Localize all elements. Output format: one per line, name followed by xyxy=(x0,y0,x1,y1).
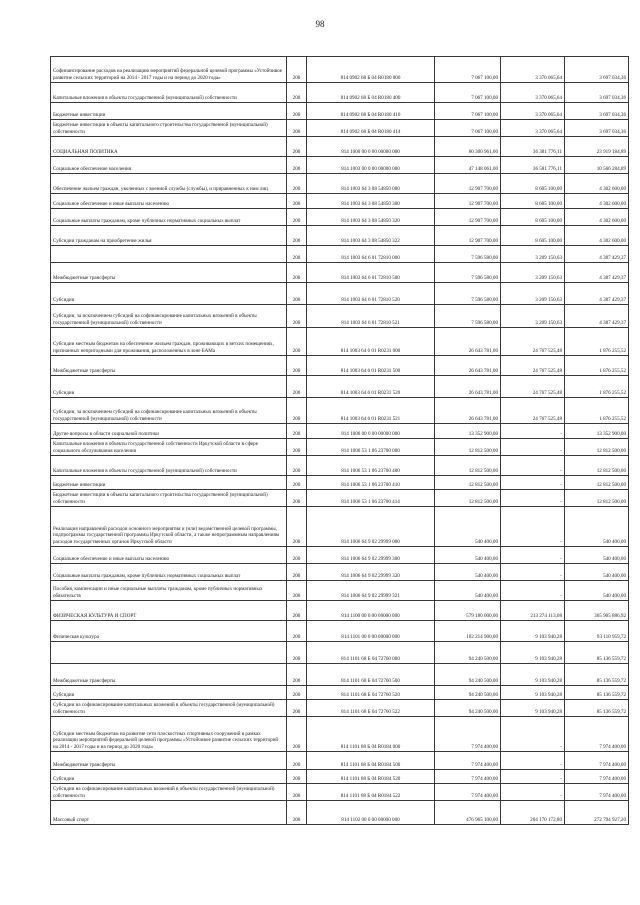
unexecuted-amount-cell: 85 136 559,72 xyxy=(565,686,629,700)
row-name-cell: СОЦИАЛЬНАЯ ПОЛИТИКА xyxy=(51,137,287,157)
admin-code-cell: 200 xyxy=(287,642,307,664)
executed-amount-cell: - xyxy=(501,490,565,507)
row-name-cell: Субсидии, за исключением субсидий на софинансирование капитальных вложений в объекты государственной (муниципальной) собственности xyxy=(51,305,287,328)
row-name-cell: Бюджетные инвестиции xyxy=(51,476,287,490)
table-row xyxy=(51,194,629,209)
admin-code-cell: 200 xyxy=(287,564,307,581)
row-name-cell: Субсидии местным бюджетам на развитие сети плоскостных спортивных сооружений в рамках реализации мероприятий федеральной целевой программы «Устойчивое развитие сельских территорий на 2014 - 2017 годы и на период до 2020 года» xyxy=(51,717,287,752)
unexecuted-amount-cell: 23 919 184,89 xyxy=(565,137,629,157)
classification-code-cell: 814 1101 68 Б 04 R0184 522 xyxy=(307,784,435,801)
row-name-cell: Межбюджетные трансферты xyxy=(51,263,287,283)
table-row xyxy=(51,398,629,424)
admin-code-cell: 200 xyxy=(287,328,307,356)
classification-code-cell: 814 1003 64 6 01 R0231 521 xyxy=(307,398,435,424)
table-row xyxy=(51,581,629,601)
approved-amount-cell: 12 812 500,00 xyxy=(435,476,501,490)
admin-code-cell: 200 xyxy=(287,103,307,120)
admin-code-cell: 200 xyxy=(287,621,307,642)
table-row xyxy=(51,174,629,194)
executed-amount-cell: - xyxy=(501,547,565,564)
unexecuted-amount-cell: 1 876 255,52 xyxy=(565,376,629,398)
table-row xyxy=(51,490,629,507)
approved-amount-cell: 60 300 961,00 xyxy=(435,137,501,157)
classification-code-cell: 814 1003 00 0 00 00000 000 xyxy=(307,157,435,174)
table-row xyxy=(51,226,629,246)
table-row xyxy=(51,752,629,770)
classification-code-cell: 814 1101 68 Б 04 R0184 520 xyxy=(307,770,435,784)
classification-code-cell: 814 1003 64 6 01 72810 500 xyxy=(307,263,435,283)
unexecuted-amount-cell: 3 697 034,36 xyxy=(565,120,629,137)
classification-code-cell: 814 1101 68 Б 04 72760 500 xyxy=(307,664,435,686)
executed-amount-cell: - xyxy=(501,476,565,490)
table-row xyxy=(51,700,629,717)
approved-amount-cell: 94 240 500,00 xyxy=(435,700,501,717)
unexecuted-amount-cell: 3 697 034,36 xyxy=(565,57,629,83)
approved-amount-cell: 540 400,00 xyxy=(435,581,501,601)
row-name-cell: Межбюджетные трансферты xyxy=(51,752,287,770)
classification-code-cell: 814 1003 64 6 01 72810 000 xyxy=(307,246,435,263)
table-row xyxy=(51,770,629,784)
executed-amount-cell: 8 605 100,00 xyxy=(501,174,565,194)
admin-code-cell: 200 xyxy=(287,137,307,157)
executed-amount-cell: 3 209 150,63 xyxy=(501,263,565,283)
executed-amount-cell: 3 209 150,63 xyxy=(501,283,565,305)
classification-code-cell: 814 1101 68 Б 04 72760 522 xyxy=(307,700,435,717)
approved-amount-cell: 540 400,00 xyxy=(435,507,501,547)
unexecuted-amount-cell: 540 400,00 xyxy=(565,547,629,564)
table-row xyxy=(51,157,629,174)
approved-amount-cell: 540 400,00 xyxy=(435,564,501,581)
approved-amount-cell: 12 907 700,00 xyxy=(435,226,501,246)
admin-code-cell: 200 xyxy=(287,717,307,752)
table-row xyxy=(51,328,629,356)
approved-amount-cell: 7 067 100,00 xyxy=(435,103,501,120)
admin-code-cell: 200 xyxy=(287,476,307,490)
row-name-cell xyxy=(51,246,287,263)
row-name-cell xyxy=(51,642,287,664)
executed-amount-cell: - xyxy=(501,784,565,801)
admin-code-cell: 200 xyxy=(287,246,307,263)
row-name-cell: Капитальные вложения в объекты государственной (муниципальной) собственности xyxy=(51,83,287,103)
classification-code-cell: 814 1006 64 9 02 29999 321 xyxy=(307,581,435,601)
approved-amount-cell: 540 400,00 xyxy=(435,547,501,564)
unexecuted-amount-cell: 85 136 559,72 xyxy=(565,664,629,686)
unexecuted-amount-cell: 365 905 886,92 xyxy=(565,601,629,621)
executed-amount-cell: 9 103 940,28 xyxy=(501,642,565,664)
row-name-cell: Субсидии, за исключением субсидий на софинансирование капитальных вложений в объекты государственной (муниципальной) собственности xyxy=(51,398,287,424)
budget-execution-table xyxy=(50,56,629,825)
approved-amount-cell: 47 148 061,00 xyxy=(435,157,501,174)
row-name-cell: Социальные выплаты гражданам, кроме публичных нормативных социальных выплат xyxy=(51,564,287,581)
approved-amount-cell: 7 974 400,00 xyxy=(435,752,501,770)
approved-amount-cell: 26 643 781,00 xyxy=(435,376,501,398)
row-name-cell: Пособия, компенсации и иные социальные выплаты гражданам, кроме публичных нормативных обязательств xyxy=(51,581,287,601)
classification-code-cell: 814 1102 00 0 00 00000 000 xyxy=(307,801,435,825)
executed-amount-cell: 3 209 150,63 xyxy=(501,305,565,328)
executed-amount-cell: - xyxy=(501,752,565,770)
row-name-cell: Бюджетные инвестиции xyxy=(51,103,287,120)
approved-amount-cell: 7 067 100,00 xyxy=(435,120,501,137)
table-row xyxy=(51,376,629,398)
approved-amount-cell: 94 240 500,00 xyxy=(435,686,501,700)
executed-amount-cell: - xyxy=(501,439,565,456)
table-row xyxy=(51,621,629,642)
approved-amount-cell: 7 067 100,00 xyxy=(435,83,501,103)
admin-code-cell: 200 xyxy=(287,424,307,439)
classification-code-cell: 814 0902 68 Б 04 R0180 400 xyxy=(307,83,435,103)
admin-code-cell: 200 xyxy=(287,174,307,194)
unexecuted-amount-cell: 12 812 500,00 xyxy=(565,490,629,507)
admin-code-cell: 200 xyxy=(287,57,307,83)
admin-code-cell: 200 xyxy=(287,801,307,825)
approved-amount-cell: 12 907 700,00 xyxy=(435,194,501,209)
row-name-cell: Субсидии на софинансирование капитальных вложений в объекты государственной (муниципальной) собственности xyxy=(51,700,287,717)
table-row xyxy=(51,57,629,83)
admin-code-cell: 200 xyxy=(287,356,307,376)
classification-code-cell: 814 1003 64 6 01 72810 521 xyxy=(307,305,435,328)
executed-amount-cell: 3 370 065,64 xyxy=(501,57,565,83)
row-name-cell: Социальное обеспечение и иные выплаты населению xyxy=(51,194,287,209)
admin-code-cell: 200 xyxy=(287,547,307,564)
admin-code-cell: 200 xyxy=(287,263,307,283)
approved-amount-cell: 7 596 580,00 xyxy=(435,263,501,283)
row-name-cell: Другие вопросы в области социальной политики xyxy=(51,424,287,439)
classification-code-cell: 814 1003 64 6 01 72810 520 xyxy=(307,283,435,305)
unexecuted-amount-cell: 7 974 400,00 xyxy=(565,784,629,801)
unexecuted-amount-cell: 540 400,00 xyxy=(565,564,629,581)
executed-amount-cell: - xyxy=(501,507,565,547)
admin-code-cell: 200 xyxy=(287,770,307,784)
classification-code-cell: 814 1101 68 Б 04 R0184 000 xyxy=(307,717,435,752)
table-row xyxy=(51,83,629,103)
table-row xyxy=(51,209,629,226)
approved-amount-cell: 476 965 100,00 xyxy=(435,801,501,825)
executed-amount-cell: - xyxy=(501,581,565,601)
classification-code-cell: 814 1006 64 9 02 29999 300 xyxy=(307,547,435,564)
unexecuted-amount-cell: 4 302 600,00 xyxy=(565,226,629,246)
classification-code-cell: 814 1003 64 6 01 R0231 520 xyxy=(307,376,435,398)
table-row xyxy=(51,476,629,490)
page-number: 98 xyxy=(315,19,325,29)
classification-code-cell: 814 1101 00 0 00 00000 000 xyxy=(307,621,435,642)
admin-code-cell: 200 xyxy=(287,439,307,456)
unexecuted-amount-cell: 85 136 559,72 xyxy=(565,700,629,717)
unexecuted-amount-cell: 10 566 284,89 xyxy=(565,157,629,174)
classification-code-cell: 814 1101 68 Б 04 72760 000 xyxy=(307,642,435,664)
unexecuted-amount-cell: 4 387 429,37 xyxy=(565,246,629,263)
executed-amount-cell: 24 767 525,48 xyxy=(501,376,565,398)
approved-amount-cell: 12 907 700,00 xyxy=(435,174,501,194)
unexecuted-amount-cell: 4 302 600,00 xyxy=(565,194,629,209)
approved-amount-cell: 26 643 781,00 xyxy=(435,356,501,376)
executed-amount-cell: - xyxy=(501,717,565,752)
executed-amount-cell: 9 103 940,28 xyxy=(501,664,565,686)
executed-amount-cell: - xyxy=(501,564,565,581)
approved-amount-cell: 7 596 580,00 xyxy=(435,246,501,263)
row-name-cell: Межбюджетные трансферты xyxy=(51,356,287,376)
table-row xyxy=(51,103,629,120)
unexecuted-amount-cell: 3 697 034,36 xyxy=(565,103,629,120)
admin-code-cell: 200 xyxy=(287,784,307,801)
row-name-cell: Бюджетные инвестиции в объекты капитального строительства государственной (муниципальной) собственности xyxy=(51,490,287,507)
unexecuted-amount-cell: 272 794 927,20 xyxy=(565,801,629,825)
approved-amount-cell: 26 643 781,00 xyxy=(435,328,501,356)
table-row xyxy=(51,246,629,263)
executed-amount-cell: - xyxy=(501,424,565,439)
unexecuted-amount-cell: 3 697 034,36 xyxy=(565,83,629,103)
table-row xyxy=(51,263,629,283)
executed-amount-cell: 9 103 940,28 xyxy=(501,700,565,717)
executed-amount-cell: 36 581 776,11 xyxy=(501,157,565,174)
classification-code-cell: 814 1003 64 3 08 54850 300 xyxy=(307,194,435,209)
executed-amount-cell: 3 370 065,64 xyxy=(501,83,565,103)
executed-amount-cell: 204 170 172,80 xyxy=(501,801,565,825)
row-name-cell: Субсидии xyxy=(51,770,287,784)
approved-amount-cell: 94 240 500,00 xyxy=(435,642,501,664)
classification-code-cell: 814 1000 00 0 00 00000 000 xyxy=(307,137,435,157)
row-name-cell: Субсидии xyxy=(51,686,287,700)
unexecuted-amount-cell: 4 387 429,37 xyxy=(565,305,629,328)
classification-code-cell: 814 1003 64 6 01 R0231 000 xyxy=(307,328,435,356)
row-name-cell: Субсидии xyxy=(51,376,287,398)
row-name-cell: Субсидии xyxy=(51,283,287,305)
row-name-cell: Массовый спорт xyxy=(51,801,287,825)
admin-code-cell: 200 xyxy=(287,686,307,700)
unexecuted-amount-cell: 7 974 400,00 xyxy=(565,717,629,752)
table-row xyxy=(51,120,629,137)
unexecuted-amount-cell: 540 400,00 xyxy=(565,507,629,547)
admin-code-cell: 200 xyxy=(287,456,307,476)
executed-amount-cell: 213 274 113,08 xyxy=(501,601,565,621)
row-name-cell: Субсидии местным бюджетам на обеспечение жильем граждан, проживающих в ветхих помещениях, признанных непригодными для проживания, расположенных в зоне БАМа xyxy=(51,328,287,356)
table-row xyxy=(51,507,629,547)
row-name-cell: Обеспечение жильем граждан, уволенных с военной службы (службы), и приравненных к ним лиц xyxy=(51,174,287,194)
admin-code-cell: 200 xyxy=(287,226,307,246)
unexecuted-amount-cell: 1 876 255,52 xyxy=(565,398,629,424)
unexecuted-amount-cell: 4 302 600,00 xyxy=(565,209,629,226)
approved-amount-cell: 26 643 781,00 xyxy=(435,398,501,424)
row-name-cell: Субсидии на софинансирование капитальных вложений в объекты государственной (муниципальной) собственности xyxy=(51,784,287,801)
classification-code-cell: 814 1100 00 0 00 00000 000 xyxy=(307,601,435,621)
executed-amount-cell: 8 605 100,00 xyxy=(501,209,565,226)
unexecuted-amount-cell: 4 387 429,37 xyxy=(565,263,629,283)
admin-code-cell: 200 xyxy=(287,157,307,174)
row-name-cell: Софинансирование расходов на реализацию мероприятий федеральной целевой программы «Устойчивое развитие сельских территорий на 2014 - 2017 годы и на период до 2020 года» xyxy=(51,57,287,83)
table-row xyxy=(51,547,629,564)
admin-code-cell: 200 xyxy=(287,664,307,686)
row-name-cell: Социальные выплаты гражданам, кроме публичных нормативных социальных выплат xyxy=(51,209,287,226)
table-row xyxy=(51,305,629,328)
classification-code-cell: 814 1101 68 Б 04 R0184 500 xyxy=(307,752,435,770)
classification-code-cell: 814 0902 68 Б 04 R0180 000 xyxy=(307,57,435,83)
classification-code-cell: 814 1003 64 6 01 R0231 500 xyxy=(307,356,435,376)
row-name-cell: Бюджетные инвестиции в объекты капитального строительства государственной (муниципальной) собственности xyxy=(51,120,287,137)
unexecuted-amount-cell: 7 974 400,00 xyxy=(565,752,629,770)
table-row xyxy=(51,283,629,305)
approved-amount-cell: 12 812 500,00 xyxy=(435,490,501,507)
table-row xyxy=(51,801,629,825)
unexecuted-amount-cell: 1 876 255,52 xyxy=(565,356,629,376)
admin-code-cell: 200 xyxy=(287,490,307,507)
classification-code-cell: 814 0902 68 Б 04 R0180 410 xyxy=(307,103,435,120)
admin-code-cell: 200 xyxy=(287,700,307,717)
unexecuted-amount-cell: 12 812 500,00 xyxy=(565,476,629,490)
admin-code-cell: 200 xyxy=(287,752,307,770)
row-name-cell: Социальное обеспечение и иные выплаты населению xyxy=(51,547,287,564)
executed-amount-cell: 8 605 100,00 xyxy=(501,226,565,246)
executed-amount-cell: 9 103 940,28 xyxy=(501,686,565,700)
admin-code-cell: 200 xyxy=(287,283,307,305)
executed-amount-cell: 3 370 065,64 xyxy=(501,120,565,137)
executed-amount-cell: 24 767 525,48 xyxy=(501,328,565,356)
unexecuted-amount-cell: 7 974 400,00 xyxy=(565,770,629,784)
table-row xyxy=(51,564,629,581)
admin-code-cell: 200 xyxy=(287,83,307,103)
executed-amount-cell: 3 209 150,63 xyxy=(501,246,565,263)
unexecuted-amount-cell: 13 352 900,00 xyxy=(565,424,629,439)
admin-code-cell: 200 xyxy=(287,398,307,424)
table-row xyxy=(51,456,629,476)
classification-code-cell: 814 1003 64 3 08 54850 320 xyxy=(307,209,435,226)
admin-code-cell: 200 xyxy=(287,209,307,226)
table-row xyxy=(51,784,629,801)
row-name-cell: Физическая культура xyxy=(51,621,287,642)
table-row xyxy=(51,642,629,664)
row-name-cell: Социальное обеспечение населения xyxy=(51,157,287,174)
approved-amount-cell: 7 067 100,00 xyxy=(435,57,501,83)
unexecuted-amount-cell: 85 136 559,72 xyxy=(565,642,629,664)
approved-amount-cell: 7 596 580,00 xyxy=(435,305,501,328)
executed-amount-cell: 9 103 940,28 xyxy=(501,621,565,642)
approved-amount-cell: 94 240 500,00 xyxy=(435,664,501,686)
approved-amount-cell: 12 812 500,00 xyxy=(435,456,501,476)
approved-amount-cell: 7 974 400,00 xyxy=(435,717,501,752)
row-name-cell: Капитальные вложения в объекты государственной собственности Иркутской области в сфере социального обслуживания населения xyxy=(51,439,287,456)
executed-amount-cell: 36 381 776,11 xyxy=(501,137,565,157)
unexecuted-amount-cell: 1 876 255,52 xyxy=(565,328,629,356)
table-row xyxy=(51,137,629,157)
classification-code-cell: 814 1006 53 1 06 23700 414 xyxy=(307,490,435,507)
approved-amount-cell: 7 974 400,00 xyxy=(435,770,501,784)
row-name-cell: Межбюджетные трансферты xyxy=(51,664,287,686)
unexecuted-amount-cell: 4 302 600,00 xyxy=(565,174,629,194)
classification-code-cell: 814 1006 64 9 02 29999 000 xyxy=(307,507,435,547)
classification-code-cell: 814 1006 53 1 06 23700 400 xyxy=(307,456,435,476)
executed-amount-cell: - xyxy=(501,770,565,784)
row-name-cell: ФИЗИЧЕСКАЯ КУЛЬТУРА И СПОРТ xyxy=(51,601,287,621)
unexecuted-amount-cell: 12 812 500,00 xyxy=(565,439,629,456)
approved-amount-cell: 12 907 700,00 xyxy=(435,209,501,226)
executed-amount-cell: - xyxy=(501,456,565,476)
executed-amount-cell: 24 767 525,48 xyxy=(501,356,565,376)
classification-code-cell: 814 1101 68 Б 04 72760 520 xyxy=(307,686,435,700)
executed-amount-cell: 8 605 100,00 xyxy=(501,194,565,209)
row-name-cell: Субсидии гражданам на приобретение жилья xyxy=(51,226,287,246)
admin-code-cell: 200 xyxy=(287,601,307,621)
table-row xyxy=(51,686,629,700)
table-row xyxy=(51,424,629,439)
classification-code-cell: 814 1003 64 3 08 54850 322 xyxy=(307,226,435,246)
admin-code-cell: 200 xyxy=(287,194,307,209)
unexecuted-amount-cell: 93 110 959,72 xyxy=(565,621,629,642)
unexecuted-amount-cell: 540 400,00 xyxy=(565,581,629,601)
row-name-cell: Реализация направлений расходов основного мероприятия и (или) ведомственной целевой программы, подпрограммы государственной программы Иркутской области, а также непрограммным направлениям расходов государственных органов Иркутской области xyxy=(51,507,287,547)
admin-code-cell: 200 xyxy=(287,120,307,137)
executed-amount-cell: 3 370 065,64 xyxy=(501,103,565,120)
approved-amount-cell: 102 214 900,00 xyxy=(435,621,501,642)
table-row xyxy=(51,356,629,376)
table-row xyxy=(51,439,629,456)
classification-code-cell: 814 1006 00 0 00 00000 000 xyxy=(307,424,435,439)
table-row xyxy=(51,601,629,621)
approved-amount-cell: 12 812 500,00 xyxy=(435,439,501,456)
classification-code-cell: 814 1006 53 1 06 23700 000 xyxy=(307,439,435,456)
approved-amount-cell: 13 352 900,00 xyxy=(435,424,501,439)
approved-amount-cell: 7 974 400,00 xyxy=(435,784,501,801)
table-row xyxy=(51,717,629,752)
approved-amount-cell: 7 596 580,00 xyxy=(435,283,501,305)
admin-code-cell: 200 xyxy=(287,507,307,547)
admin-code-cell: 200 xyxy=(287,305,307,328)
executed-amount-cell: 24 767 525,48 xyxy=(501,398,565,424)
unexecuted-amount-cell: 12 812 500,00 xyxy=(565,456,629,476)
classification-code-cell: 814 1006 53 1 06 23700 410 xyxy=(307,476,435,490)
admin-code-cell: 200 xyxy=(287,581,307,601)
admin-code-cell: 200 xyxy=(287,376,307,398)
classification-code-cell: 814 0902 68 Б 04 R0180 414 xyxy=(307,120,435,137)
unexecuted-amount-cell: 4 387 429,37 xyxy=(565,283,629,305)
approved-amount-cell: 579 180 000,00 xyxy=(435,601,501,621)
row-name-cell: Капитальные вложения в объекты государственной (муниципальной) собственности xyxy=(51,456,287,476)
classification-code-cell: 814 1006 64 9 02 29999 320 xyxy=(307,564,435,581)
classification-code-cell: 814 1003 64 3 08 54850 000 xyxy=(307,174,435,194)
table-row xyxy=(51,664,629,686)
